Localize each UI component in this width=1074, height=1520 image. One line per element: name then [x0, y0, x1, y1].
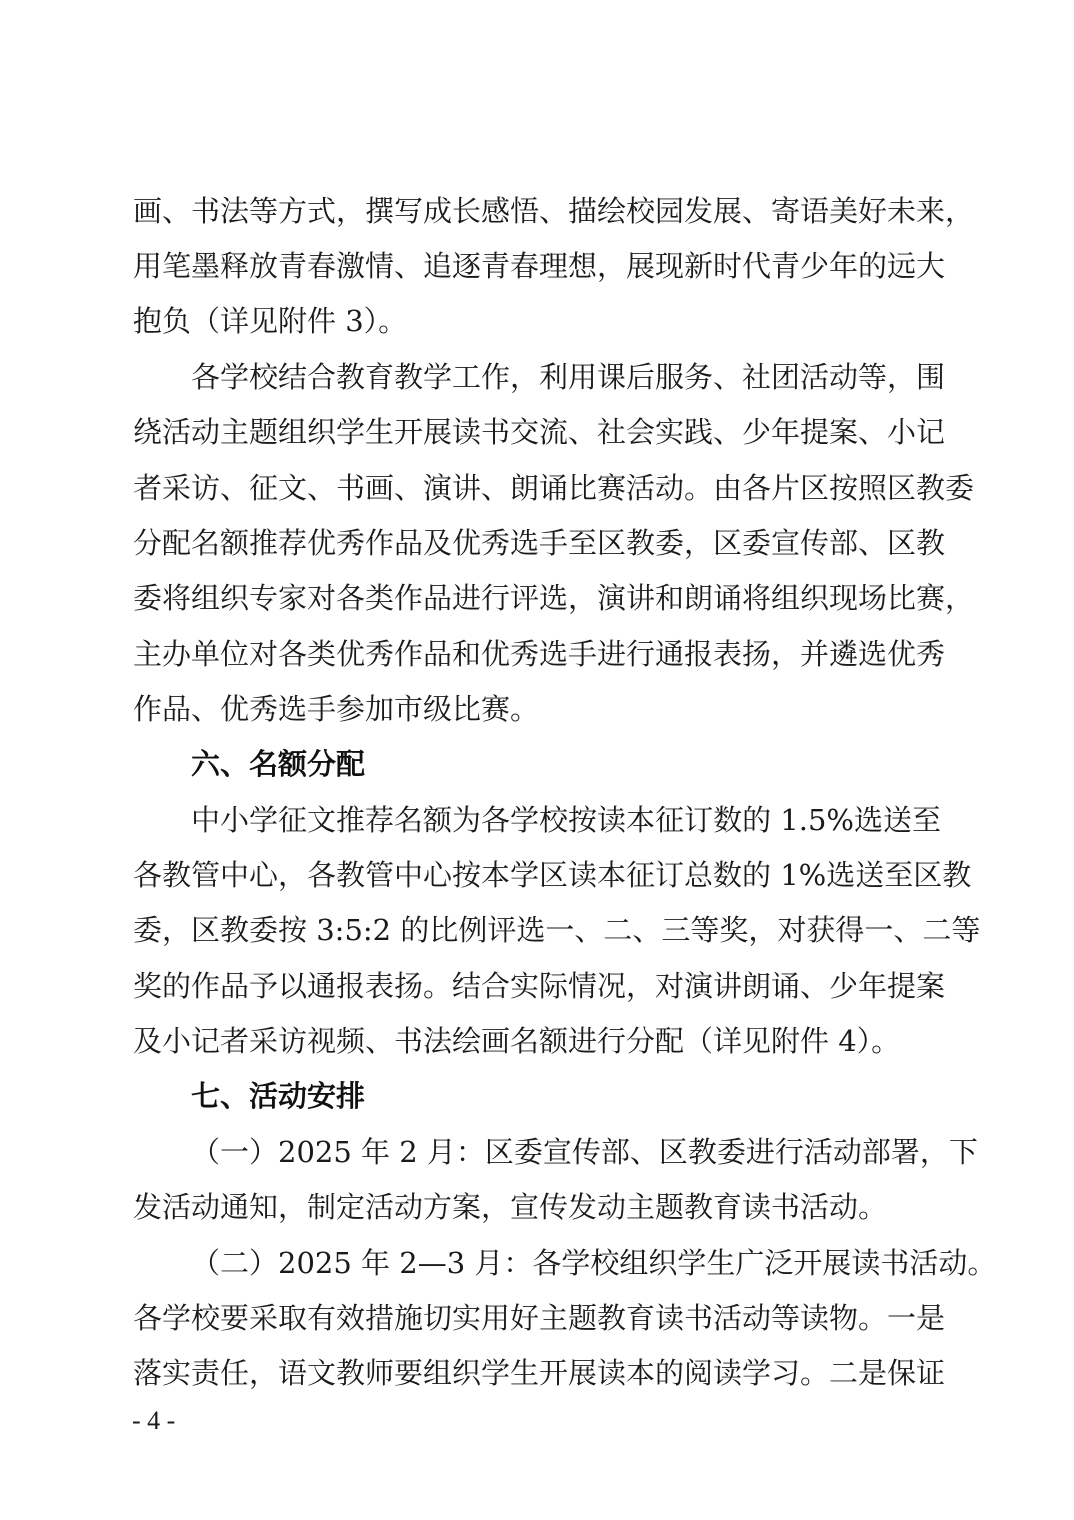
body-line: 主办单位对各类优秀作品和优秀选手进行通报表扬，并遴选优秀: [133, 637, 946, 671]
body-line: 发活动通知，制定活动方案，宣传发动主题教育读书活动。: [133, 1190, 888, 1224]
body-line: 各学校要采取有效措施切实用好主题教育读书活动等读物。一是: [133, 1301, 946, 1335]
body-line: 绕活动主题组织学生开展读书交流、社会实践、少年提案、小记: [133, 415, 946, 449]
body-line: 中小学征文推荐名额为各学校按读本征订数的 1.5%选送至: [191, 803, 941, 837]
body-line: 画、书法等方式，撰写成长感悟、描绘校园发展、寄语美好未来，: [133, 194, 975, 228]
body-line: 作品、优秀选手参加市级比赛。: [133, 692, 540, 726]
page-number: - 4 -: [132, 1406, 176, 1435]
body-line: 抱负（详见附件 3）。: [133, 304, 408, 338]
body-line: 落实责任，语文教师要组织学生开展读本的阅读学习。二是保证: [133, 1356, 946, 1390]
body-line: 委，区教委按 3:5:2 的比例评选一、二、三等奖，对获得一、二等: [133, 913, 981, 947]
section-heading: 六、名额分配: [191, 747, 366, 781]
body-line: 奖的作品予以通报表扬。结合实际情况，对演讲朗诵、少年提案: [133, 969, 946, 1003]
body-line: （二）2025 年 2—3 月：各学校组织学生广泛开展读书活动。: [191, 1246, 997, 1280]
body-line: 委将组织专家对各类作品进行评选，演讲和朗诵将组织现场比赛，: [133, 581, 975, 615]
body-line: 者采访、征文、书画、演讲、朗诵比赛活动。由各片区按照区教委: [133, 471, 975, 505]
body-line: （一）2025 年 2 月：区委宣传部、区教委进行活动部署，下: [191, 1135, 978, 1169]
body-line: 分配名额推荐优秀作品及优秀选手至区教委，区委宣传部、区教: [133, 526, 946, 560]
section-heading: 七、活动安排: [191, 1079, 366, 1113]
body-line: 各学校结合教育教学工作，利用课后服务、社团活动等，围: [191, 360, 946, 394]
body-line: 及小记者采访视频、书法绘画名额进行分配（详见附件 4）。: [133, 1024, 901, 1058]
body-line: 用笔墨释放青春激情、追逐青春理想，展现新时代青少年的远大: [133, 249, 946, 283]
body-line: 各教管中心，各教管中心按本学区读本征订总数的 1%选送至区教: [133, 858, 972, 892]
